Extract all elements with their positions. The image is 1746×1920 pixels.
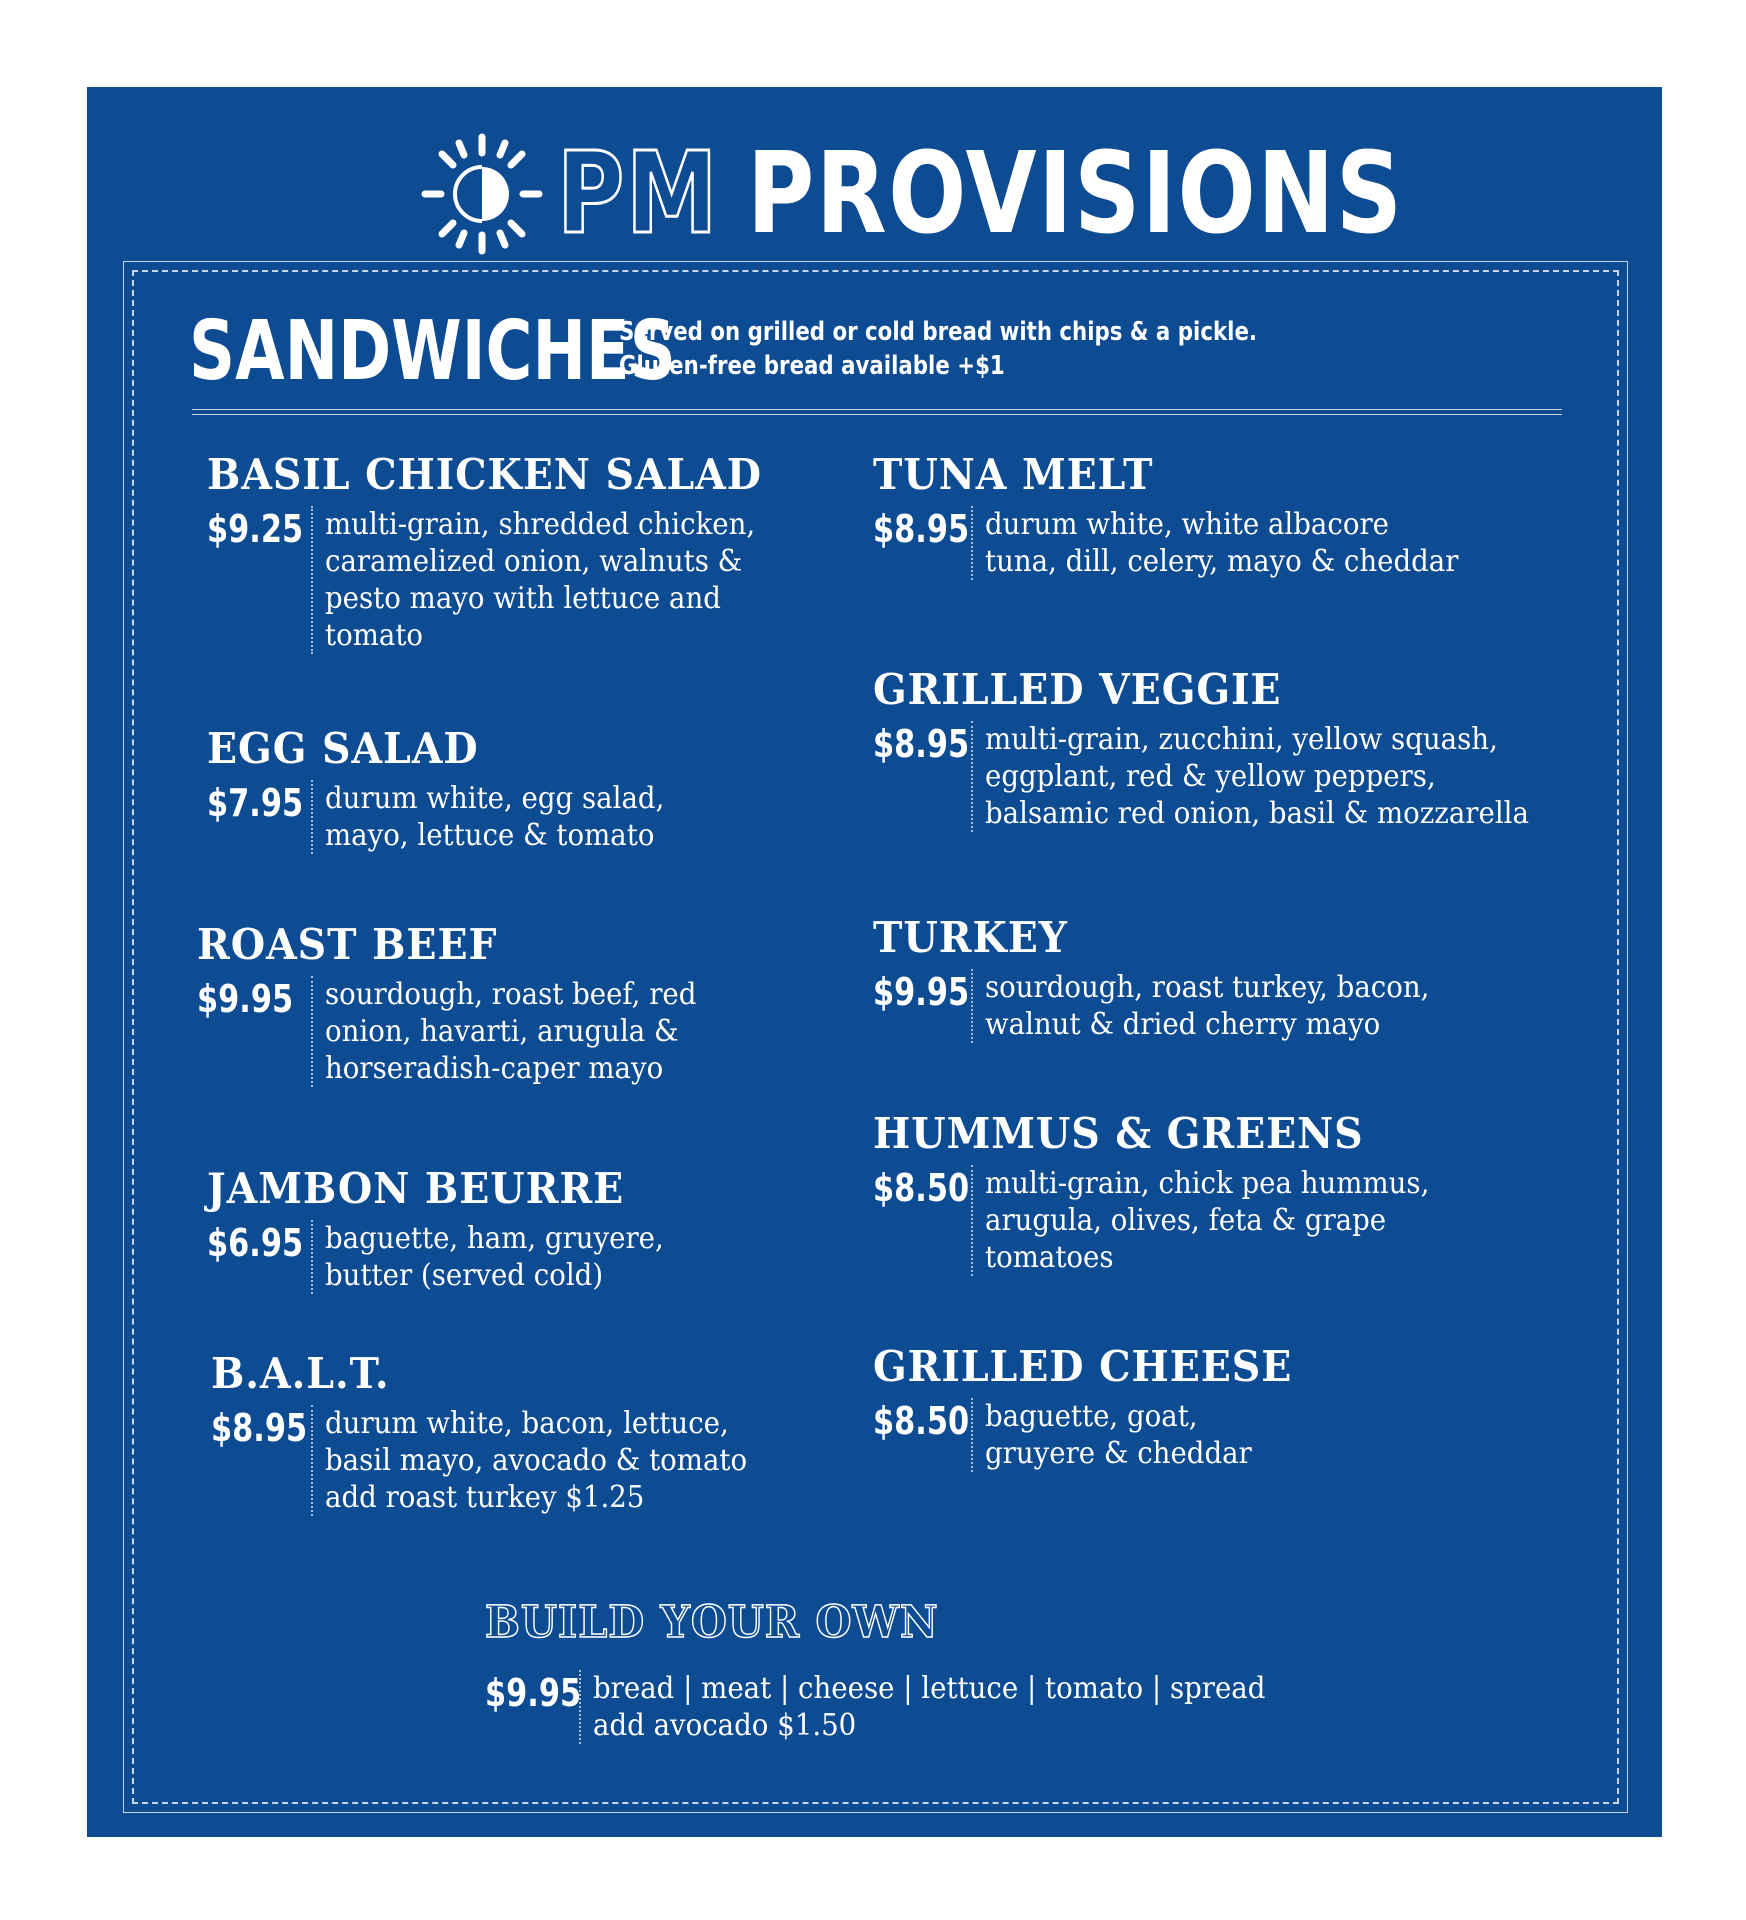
item-description <box>579 1670 1324 1744</box>
double-rule <box>192 409 1562 415</box>
menu-item-turkey <box>873 913 1430 1042</box>
description-line: add avocado $1.50 <box>593 1708 857 1743</box>
menu-item-grilled-veggie <box>873 665 1529 831</box>
menu-item-egg-salad <box>207 724 665 853</box>
description-line: multi-grain, zucchini, yellow squash, <box>985 722 1498 757</box>
item-name: GRILLED CHEESE <box>873 1342 1293 1391</box>
item-description <box>311 1405 784 1516</box>
item-name: BASIL CHICKEN SALAD <box>207 450 762 499</box>
description-line: caramelized onion, walnuts & <box>325 544 743 579</box>
section-title: SANDWICHES <box>189 304 676 399</box>
description-line: tomatoes <box>985 1240 1114 1275</box>
description-line: add roast turkey $1.25 <box>325 1480 645 1515</box>
description-line: multi-grain, shredded chicken, <box>325 507 756 542</box>
item-description <box>311 780 694 854</box>
build-your-own-title: BUILD YOUR OWN <box>485 1597 939 1648</box>
description-line: durum white, white albacore <box>985 507 1389 542</box>
item-name: ROAST BEEF <box>197 920 498 969</box>
item-price: $8.50 <box>873 1399 970 1443</box>
description-line: multi-grain, chick pea hummus, <box>985 1166 1430 1201</box>
item-price: $8.95 <box>873 507 970 551</box>
menu-item-jambon-beurre <box>207 1164 664 1293</box>
description-line: tomato <box>325 618 424 653</box>
item-description <box>311 976 729 1087</box>
description-line: basil mayo, avocado & tomato <box>325 1443 748 1478</box>
menu-item-tuna-melt <box>873 450 1459 579</box>
description-line: onion, havarti, arugula & <box>325 1014 679 1049</box>
description-line: eggplant, red & yellow peppers, <box>985 759 1436 794</box>
item-description <box>971 1398 1275 1472</box>
description-line: baguette, ham, gruyere, <box>325 1221 664 1256</box>
item-description <box>971 721 1576 832</box>
brand-name: PROVISIONS <box>747 129 1404 259</box>
description-line: horseradish-caper mayo <box>325 1051 664 1086</box>
item-price: $9.25 <box>207 507 304 551</box>
description-line: baguette, goat, <box>985 1399 1198 1434</box>
description-line: durum white, bacon, lettuce, <box>325 1406 729 1441</box>
item-name: GRILLED VEGGIE <box>873 665 1282 714</box>
menu-board <box>87 87 1662 1837</box>
menu-item-hummus-greens <box>873 1109 1430 1275</box>
brand-logo <box>417 117 1417 267</box>
item-price: $8.95 <box>211 1406 308 1450</box>
description-line: durum white, egg salad, <box>325 781 665 816</box>
menu-item-roast-beef <box>197 920 697 1086</box>
item-price: $9.95 <box>873 970 970 1014</box>
item-description <box>311 1220 693 1294</box>
item-name: JAMBON BEURRE <box>207 1164 625 1213</box>
description-line: arugula, olives, feta & grape <box>985 1203 1387 1238</box>
item-name: TURKEY <box>873 913 1068 962</box>
menu-item-balt <box>211 1349 748 1515</box>
section-note <box>619 315 1257 383</box>
description-line: sourdough, roast turkey, bacon, <box>985 970 1430 1005</box>
description-line: mayo, lettuce & tomato <box>325 818 655 853</box>
item-price: $8.50 <box>873 1166 970 1210</box>
description-line: gruyere & cheddar <box>985 1436 1252 1471</box>
item-price: $8.95 <box>873 722 970 766</box>
item-name: TUNA MELT <box>873 450 1154 499</box>
item-name: HUMMUS & GREENS <box>873 1109 1364 1158</box>
item-description <box>311 506 793 654</box>
menu-item-grilled-cheese <box>873 1342 1319 1471</box>
section-note-line: Served on grilled or cold bread with chips & a pickle. <box>619 317 1257 347</box>
description-line: pesto mayo with lettuce and <box>325 581 721 616</box>
item-description <box>971 969 1468 1043</box>
brand-prefix: PM <box>557 129 719 259</box>
section-note-line: Gluten-free bread available +$1 <box>619 351 1005 381</box>
description-line: bread | meat | cheese | lettuce | tomato | spread <box>593 1671 1266 1706</box>
item-price: $6.95 <box>207 1221 304 1265</box>
item-price: $9.95 <box>197 977 294 1021</box>
item-name: B.A.L.T. <box>211 1349 390 1398</box>
sun-icon <box>417 129 547 259</box>
description-line: walnut & dried cherry mayo <box>985 1007 1381 1042</box>
item-description <box>971 506 1500 580</box>
item-price: $7.95 <box>207 781 304 825</box>
description-line: sourdough, roast beef, red <box>325 977 697 1012</box>
item-description <box>971 1165 1468 1276</box>
item-name: EGG SALAD <box>207 724 479 773</box>
description-line: butter (served cold) <box>325 1258 604 1293</box>
description-line: tuna, dill, celery, mayo & cheddar <box>985 544 1459 579</box>
description-line: balsamic red onion, basil & mozzarella <box>985 796 1529 831</box>
menu-item-basil-chicken-salad <box>207 450 797 653</box>
item-price: $9.95 <box>485 1671 582 1715</box>
